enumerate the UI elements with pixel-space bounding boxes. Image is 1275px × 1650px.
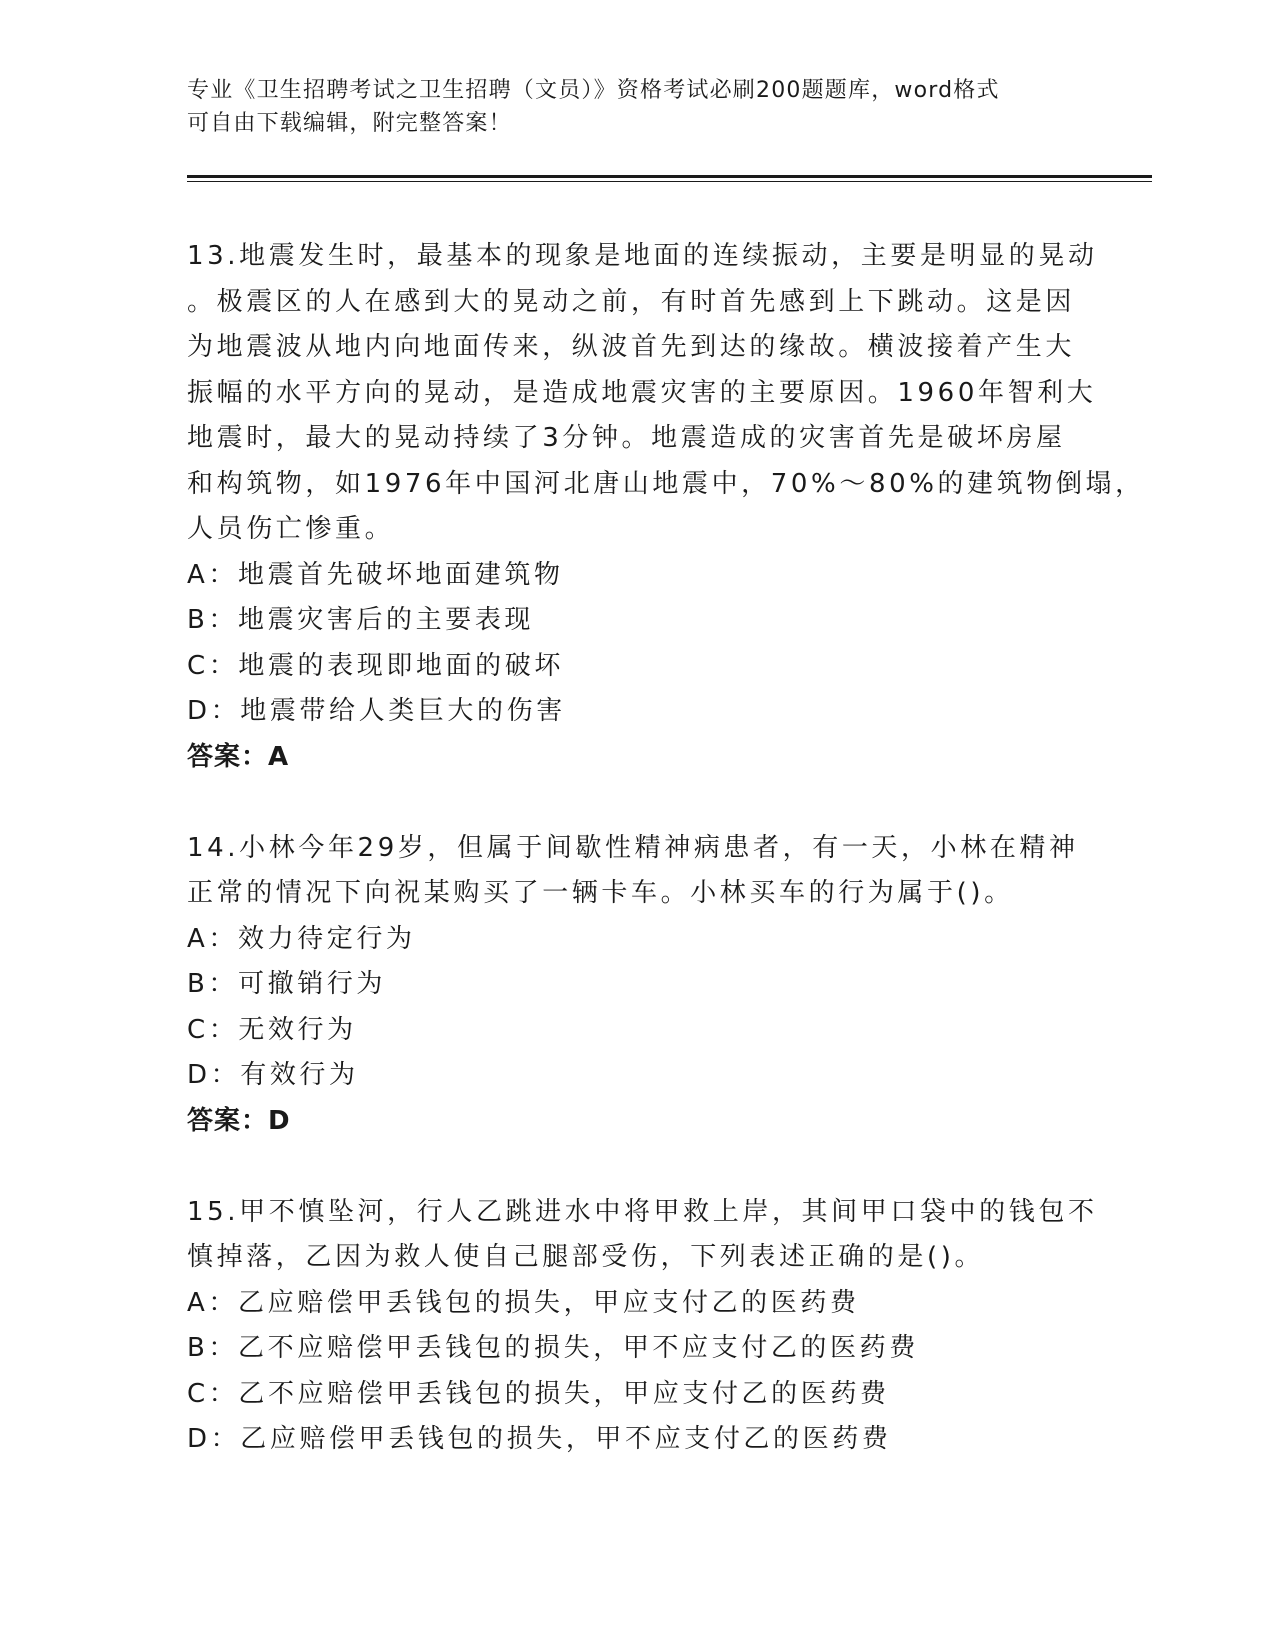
question-13 <box>187 234 1145 780</box>
option-d: D：有效行为 <box>187 1060 359 1090</box>
answer-line: 答案：D <box>187 1105 291 1136</box>
question-stem-line: 振幅的水平方向的晃动，是造成地震灾害的主要原因。1960年智利大 <box>187 377 1097 408</box>
option-d: D：地震带给人类巨大的伤害 <box>187 696 566 726</box>
option-c: C：乙不应赔偿甲丢钱包的损失，甲应支付乙的医药费 <box>187 1378 890 1409</box>
question-spacer <box>187 780 1067 826</box>
question-stem-line: 。极震区的人在感到大的晃动之前，有时首先感到上下跳动。这是因 <box>187 286 1076 317</box>
option-a: A：乙应赔偿甲丢钱包的损失，甲应支付乙的医药费 <box>187 1287 860 1318</box>
question-stem-line: 正常的情况下向祝某购买了一辆卡车。小林买车的行为属于()。 <box>187 878 1014 908</box>
question-stem-line: 14.小林今年29岁，但属于间歇性精神病患者，有一天，小林在精神 <box>187 832 1079 863</box>
option-a: A：地震首先破坏地面建筑物 <box>187 559 564 590</box>
option-d: D：乙应赔偿甲丢钱包的损失，甲不应支付乙的医药费 <box>187 1424 892 1454</box>
header-divider-thick <box>187 175 1152 178</box>
header-divider-thin <box>187 181 1152 182</box>
header-line: 可自由下载编辑，附完整答案！ <box>187 111 512 136</box>
document-header <box>187 74 1067 140</box>
question-stem-line: 慎掉落，乙因为救人使自己腿部受伤，下列表述正确的是()。 <box>187 1242 985 1272</box>
option-a: A：效力待定行为 <box>187 923 416 954</box>
option-c: C：地震的表现即地面的破坏 <box>187 650 564 681</box>
header-line: 专业《卫生招聘考试之卫生招聘（文员）》资格考试必刷200题题库，word格式 <box>187 78 1000 103</box>
option-c: C：无效行为 <box>187 1014 357 1045</box>
question-stem-line: 13.地震发生时，最基本的现象是地面的连续振动，主要是明显的晃动 <box>187 241 1098 271</box>
question-14 <box>187 826 1079 1145</box>
answer-line: 答案：A <box>187 741 290 772</box>
option-b: B：可撤销行为 <box>187 969 387 999</box>
question-stem-line: 和构筑物，如1976年中国河北唐山地震中，70%～80%的建筑物倒塌， <box>187 468 1145 499</box>
question-list <box>187 234 1145 1463</box>
option-b: B：乙不应赔偿甲丢钱包的损失，甲不应支付乙的医药费 <box>187 1333 919 1363</box>
question-spacer <box>187 1144 1067 1190</box>
question-stem-line: 15.甲不慎坠河，行人乙跳进水中将甲救上岸，其间甲口袋中的钱包不 <box>187 1196 1098 1227</box>
question-stem-line: 地震时，最大的晃动持续了3分钟。地震造成的灾害首先是破坏房屋 <box>187 423 1066 453</box>
question-stem-line: 人员伤亡惨重。 <box>187 514 395 544</box>
question-stem-line: 为地震波从地内向地面传来，纵波首先到达的缘故。横波接着产生大 <box>187 332 1076 362</box>
question-15 <box>187 1190 1098 1463</box>
option-b: B：地震灾害后的主要表现 <box>187 605 535 635</box>
